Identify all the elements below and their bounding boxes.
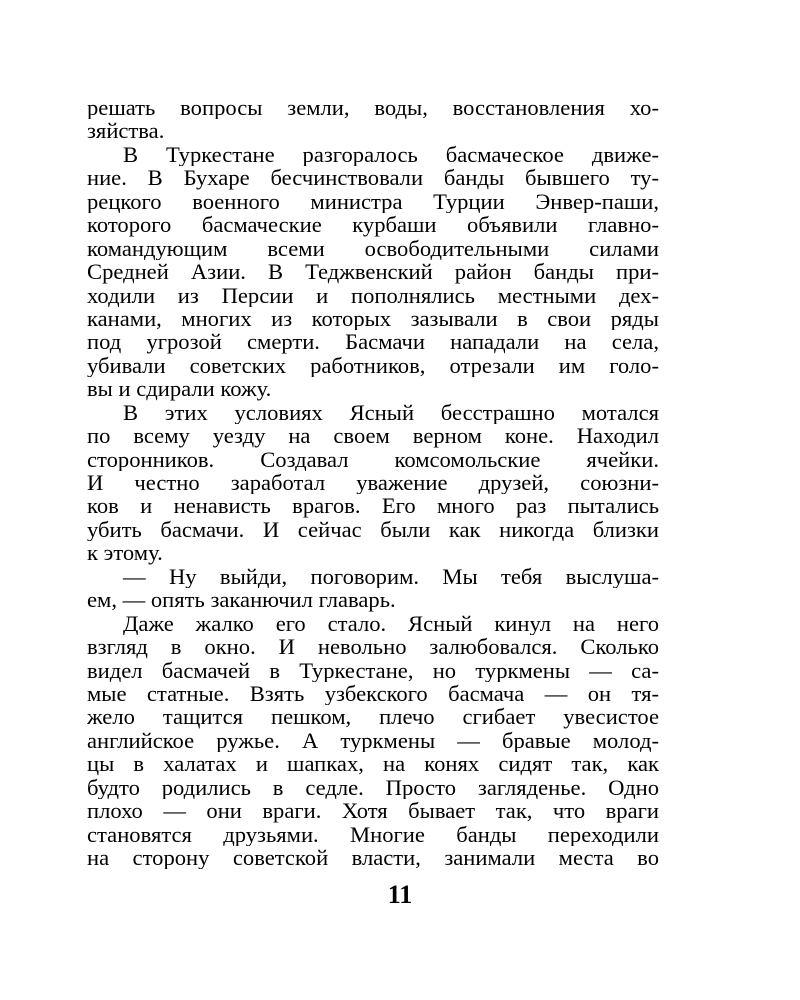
text-line: плохо — они враги. Хотя бывает так, что враги	[87, 799, 659, 823]
text-line: решать вопросы земли, воды, восстановления хо-	[87, 96, 659, 120]
text-line: Даже жалко его стало. Ясный кинул на него	[123, 611, 659, 636]
text-line: зяйства.	[87, 119, 165, 143]
text-line: убивали советских работников, отрезали им голо-	[87, 353, 659, 378]
text-line: видел басмачей в Туркестане, но туркмены — са-	[87, 658, 659, 682]
text-line: ние. В Бухаре бесчинствовали банды бывшего ту-	[87, 166, 659, 190]
text-line: английское ружье. А туркмены — бравые молод-	[87, 728, 659, 753]
text-line: на сторону советской власти, занимали места во	[87, 846, 659, 870]
text-line: становятся друзьями. Многие банды переходили	[87, 822, 659, 846]
text-line: командующим всеми освободительными силами	[87, 236, 659, 261]
text-line: цы в халатах и шапках, на конях сидят так, как	[87, 752, 659, 776]
text-line: Средней Азии. В Теджвенский район банды при-	[87, 260, 659, 284]
text-line: ем, — опять заканючил главарь.	[87, 588, 396, 612]
text-line: В Туркестане разгоралось басмаческое движе-	[123, 142, 659, 167]
text-line: к этому.	[87, 541, 163, 565]
text-line: которого басмаческие курбаши объявили главно-	[87, 213, 659, 237]
page-text	[87, 96, 659, 869]
text-line: сторонников. Создавал комсомольские ячейки.	[87, 447, 659, 471]
page-number: 11	[387, 880, 413, 909]
text-line: убить басмачи. И сейчас были как никогда близки	[87, 517, 659, 542]
text-line: канами, многих из которых зазывали в свои ряды	[87, 306, 659, 331]
text-line: мые статные. Взять узбекского басмача — он тя-	[87, 681, 659, 706]
text-line: взгляд в окно. И невольно залюбовался. Сколько	[87, 635, 659, 659]
text-line: рецкого военного министра Турции Энвер-паши,	[87, 189, 659, 214]
text-line: вы и сдирали кожу.	[87, 377, 272, 401]
text-line: ков и ненависть врагов. Его много раз пытались	[87, 494, 659, 518]
text-line: будто родились в седле. Просто загляденье. Одно	[87, 775, 659, 800]
text-line: под угрозой смерти. Басмачи нападали на села,	[87, 330, 659, 354]
text-line: И честно заработал уважение друзей, союзни-	[87, 471, 659, 495]
text-line: жело тащится пешком, плечо сгибает увесистое	[87, 705, 659, 729]
text-line: В этих условиях Ясный бесстрашно мотался	[123, 400, 659, 425]
text-line: по всему уезду на своем верном коне. Находил	[87, 424, 659, 448]
text-line: ходили из Персии и пополнялись местными дех-	[87, 283, 659, 307]
text-line: — Ну выйди, поговорим. Мы тебя выслуша-	[123, 564, 659, 589]
